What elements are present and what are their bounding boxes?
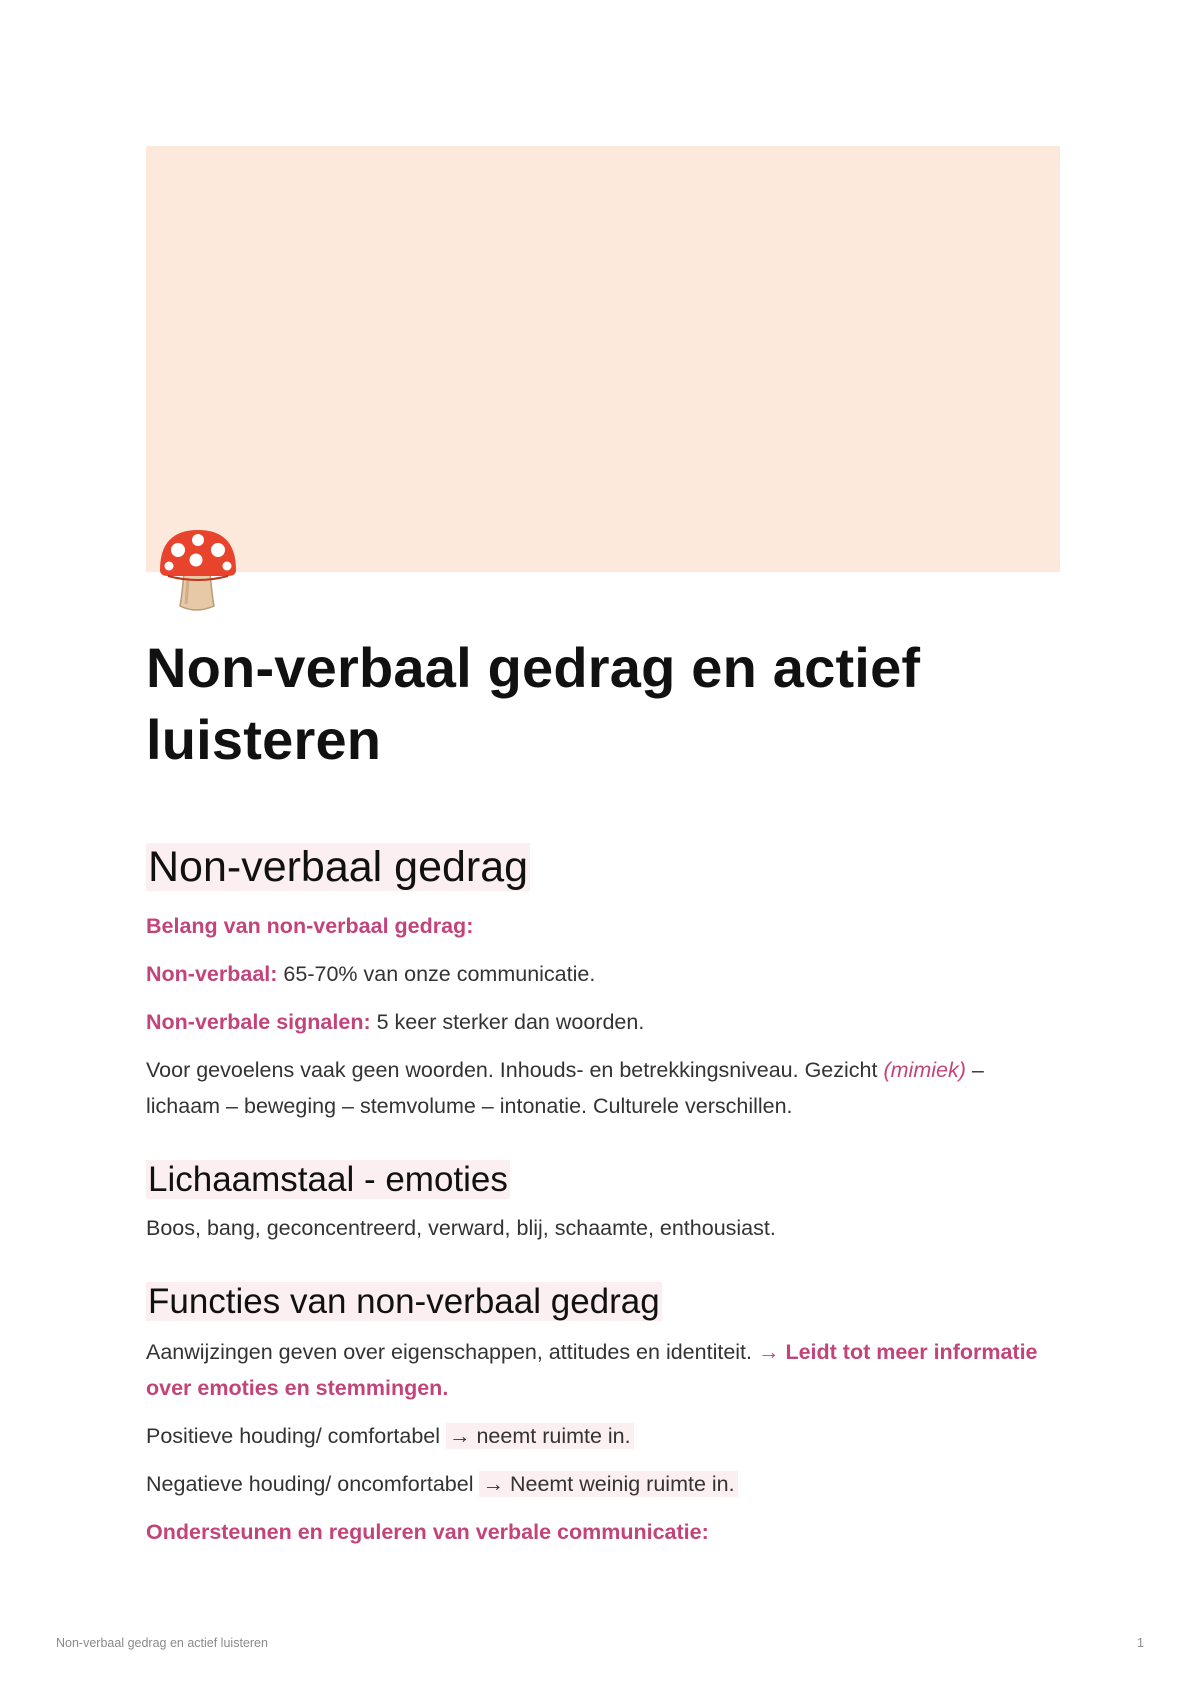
negatief-highlight: → Neemt weinig ruimte in. — [479, 1471, 737, 1497]
positief-paragraph — [146, 1418, 1060, 1454]
heading-non-verbaal-gedrag — [146, 838, 1060, 896]
heading-text: Lichaamstaal - emoties — [148, 1160, 508, 1199]
negatief-text: Negatieve houding/ oncomfortabel — [146, 1472, 474, 1496]
non-verbaal-text: 65-70% van onze communicatie. — [283, 962, 596, 986]
heading-functies — [146, 1280, 1060, 1324]
signalen-text: 5 keer sterker dan woorden. — [376, 1010, 645, 1034]
non-verbaal-paragraph — [146, 956, 1060, 992]
belang-paragraph — [146, 908, 1060, 944]
page-number: 1 — [1137, 1636, 1144, 1650]
signalen-paragraph — [146, 1004, 1060, 1040]
aanwijzingen-text: Aanwijzingen geven over eigenschappen, attitudes en identiteit. — [146, 1340, 752, 1364]
belang-label: Belang van non-verbaal gedrag: — [146, 914, 474, 938]
positief-text: Positieve houding/ comfortabel — [146, 1424, 441, 1448]
page-title: Non-verbaal gedrag en actief luisteren — [146, 636, 921, 771]
ondersteunen-paragraph — [146, 1514, 1060, 1550]
cover-banner — [146, 146, 1060, 572]
gevoelens-text-2: – lichaam – beweging – stemvolume – intonatie. Culturele verschillen. — [146, 1058, 984, 1118]
ondersteunen-label: Ondersteunen en reguleren van verbale communicatie: — [146, 1520, 709, 1544]
aanwijzingen-highlight: → Leidt tot meer informatie over emoties en stemmingen. — [146, 1340, 1038, 1400]
heading-text: Non-verbaal gedrag — [148, 843, 529, 891]
gevoelens-paragraph — [146, 1052, 1060, 1124]
negatief-paragraph — [146, 1466, 1060, 1502]
footer-title: Non-verbaal gedrag en actief luisteren — [56, 1636, 268, 1650]
signalen-label: Non-verbale signalen: — [146, 1010, 371, 1034]
document-content — [146, 632, 1060, 1550]
gevoelens-text-1: Voor gevoelens vaak geen woorden. Inhouds- en betrekkingsniveau. Gezicht — [146, 1058, 878, 1082]
mushroom-icon — [156, 526, 240, 616]
mimiek-term: (mimiek) — [883, 1058, 966, 1082]
heading-text: Functies van non-verbaal gedrag — [148, 1282, 660, 1321]
heading-lichaamstaal — [146, 1158, 1060, 1202]
page-footer — [56, 1636, 1144, 1650]
positief-highlight: → neemt ruimte in. — [446, 1423, 634, 1449]
aanwijzingen-paragraph — [146, 1334, 1060, 1406]
emoties-paragraph: Boos, bang, geconcentreerd, verward, blij, schaamte, enthousiast. — [146, 1216, 776, 1240]
non-verbaal-label: Non-verbaal: — [146, 962, 278, 986]
